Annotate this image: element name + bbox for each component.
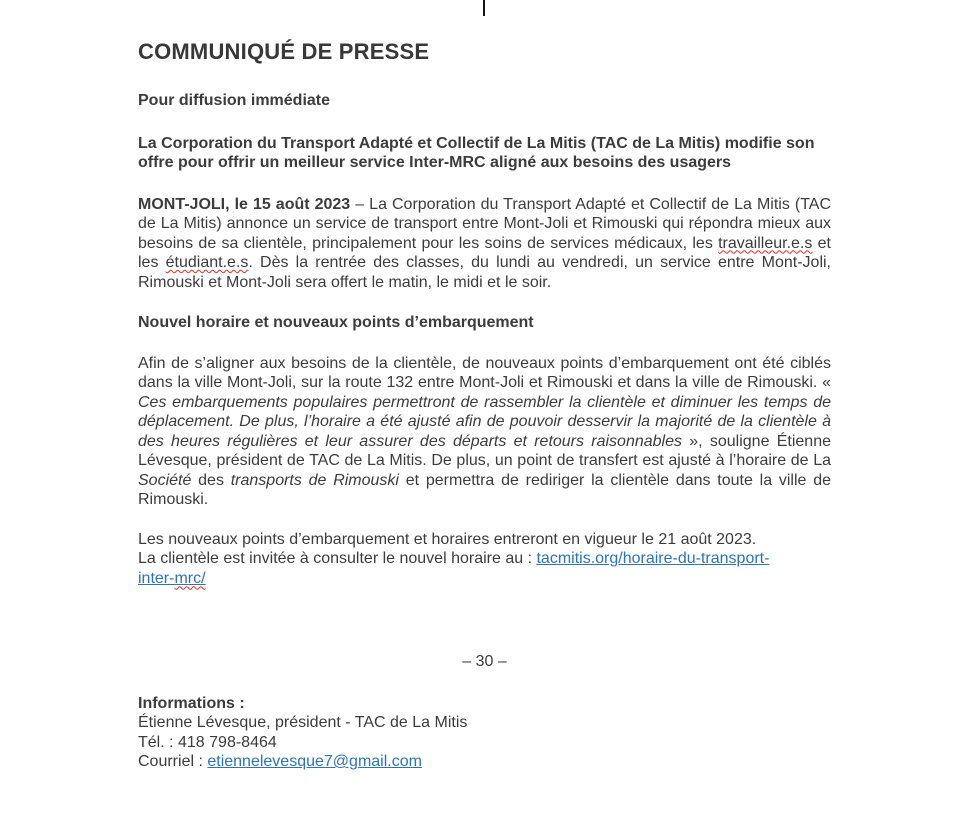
section-heading: Nouvel horaire et nouveaux points d’embarquement [138, 314, 534, 331]
end-marker: – 30 – [462, 653, 507, 670]
press-release [138, 38, 831, 772]
spellchecked-word-etudiant: étudiant.e.s [165, 254, 249, 271]
details-text-4: et permettra de rediriger la clientèle dans toute la ville de Rimouski. [138, 471, 831, 508]
intro-text-2: et les [138, 234, 831, 271]
details-text-1: Afin de s’aligner aux besoins de la clientèle, de nouveaux points d’embarquement ont été ciblés dans la ville Mont-Joli, sur la route 132 entre Mont-Joli et Rimouski et dans la ville de Rimouski. « [138, 354, 831, 391]
email-label: Courriel : [138, 753, 208, 770]
paragraph-details [138, 354, 831, 510]
details-text-2: », souligne Étienne Lévesque, président de TAC de La Mitis. De plus, un point de transfert est ajusté à l’horaire de La [138, 432, 831, 469]
schedule-link-text-1: tacmitis.org/horaire-du-transport- [536, 550, 770, 567]
diffusion-note: Pour diffusion immédiate [138, 92, 331, 109]
consult-text: La clientèle est invitée à consulter le nouvel horaire au : [138, 550, 537, 567]
document-title: COMMUNIQUÉ DE PRESSE [138, 39, 430, 64]
quote-text: Ces embarquements populaires permettront de rassembler la clientèle et diminuer les temps de déplacement. De plus, l’horaire a été ajusté afin de pouvoir desservir la majorité de la clientèle à des heures régulières et leur assurer des départs et retours raisonnables [138, 393, 831, 450]
transports-italic: transports de Rimouski [230, 471, 399, 489]
spellchecked-word-travailleur: travailleur.e.s [718, 234, 813, 252]
paragraph-effective-date [138, 530, 831, 589]
details-text-3: des [191, 471, 231, 489]
contact-email-line [138, 752, 831, 772]
effective-date-text: Les nouveaux points d’embarquement et horaires entreront en vigueur le 21 août 2023. [138, 530, 757, 548]
schedule-link-text-2: inter- [138, 569, 175, 587]
contact-name: Étienne Lévesque, président - TAC de La Mitis [138, 714, 468, 731]
societe-italic: Société [138, 471, 192, 489]
email-link[interactable]: etiennelevesque7@gmail.com [207, 753, 422, 770]
intro-text-1: – La Corporation du Transport Adapté et Collectif de La Mitis (TAC de La Mitis) annonce un service de transport entre Mont-Joli et Rimouski qui répondra mieux aux besoins de sa clientèle, principalement pour les soins de services médicaux, les [138, 195, 831, 252]
contact-heading: Informations : [138, 694, 245, 712]
dateline: MONT-JOLI, le 15 août 2023 [138, 195, 351, 213]
text-cursor [483, 0, 485, 16]
intro-text-3: . Dès la rentrée des classes, du lundi au vendredi, un service entre Mont-Joli, Rimouski et Mont-Joli sera offert le matin, le midi et le soir. [138, 254, 831, 291]
contact-phone: Tél. : 418 798-8464 [138, 733, 277, 751]
headline: La Corporation du Transport Adapté et Collectif de La Mitis (TAC de La Mitis) modifie son offre pour offrir un meilleur service Inter-MRC aligné aux besoins des usagers [138, 134, 815, 171]
contact-block [138, 694, 831, 772]
schedule-link-text-3: mrc/ [174, 569, 206, 587]
paragraph-intro [138, 195, 831, 293]
